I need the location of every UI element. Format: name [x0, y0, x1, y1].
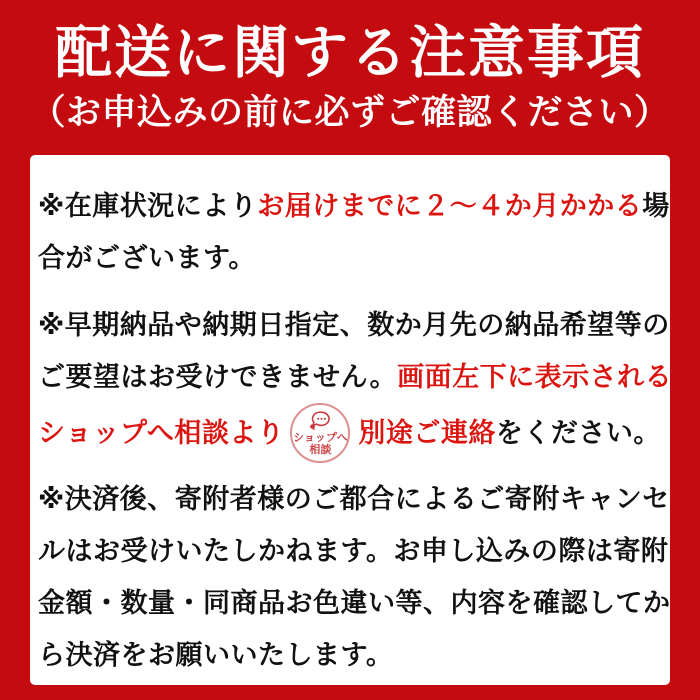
text-segment: ら決済をお願いいたします。: [38, 640, 394, 670]
text-line: [38, 525, 669, 577]
text-line: [38, 473, 670, 525]
text-line: [38, 577, 671, 629]
banner-title: 配送に関する注意事項: [55, 21, 645, 85]
text-line-with-badge: [38, 403, 664, 463]
shop-consult-badge: [290, 403, 350, 463]
text-segment: ※在庫状況により: [38, 191, 258, 221]
text-segment-highlight: ショップへ相談より: [38, 418, 285, 448]
text-segment-highlight: お届けまでに２～４か月かかる: [257, 191, 643, 221]
text-segment: ※早期納品や納期日指定、数か月先の納品希望等の: [38, 310, 670, 340]
paragraph-no-early-delivery: [38, 299, 673, 463]
text-line: [38, 351, 673, 403]
text-segment: 合がございます。: [38, 243, 256, 273]
text-segment: ご要望はお受けできません。: [38, 362, 398, 392]
badge-label-line1: ショップへ: [293, 431, 348, 444]
text-line: [38, 232, 664, 284]
text-line: [38, 180, 670, 232]
banner-subtitle: （お申込みの前に必ずご確認ください）: [30, 93, 670, 132]
badge-label-line2: 相談: [309, 443, 332, 456]
chat-bubble-icon: [308, 411, 332, 431]
notice-box: [30, 155, 673, 685]
text-segment-highlight: 別途ご連絡: [358, 418, 496, 448]
text-segment-highlight: 画面左下に表示される: [397, 362, 673, 392]
text-line: [38, 629, 664, 681]
text-segment: 場: [642, 191, 670, 221]
text-segment: 金額・数量・同商品お色違い等、内容を確認してか: [38, 588, 671, 618]
text-line: [38, 299, 670, 351]
text-segment: をください。: [495, 418, 661, 448]
banner-header: [0, 0, 700, 136]
paragraph-no-cancel: [38, 473, 671, 681]
text-segment: ※決済後、寄附者様のご都合によるご寄附キャンセ: [38, 484, 670, 514]
paragraph-stock-delay: [38, 180, 670, 284]
text-segment: ルはお受けいたしかねます。お申し込みの際は寄附: [38, 536, 669, 566]
